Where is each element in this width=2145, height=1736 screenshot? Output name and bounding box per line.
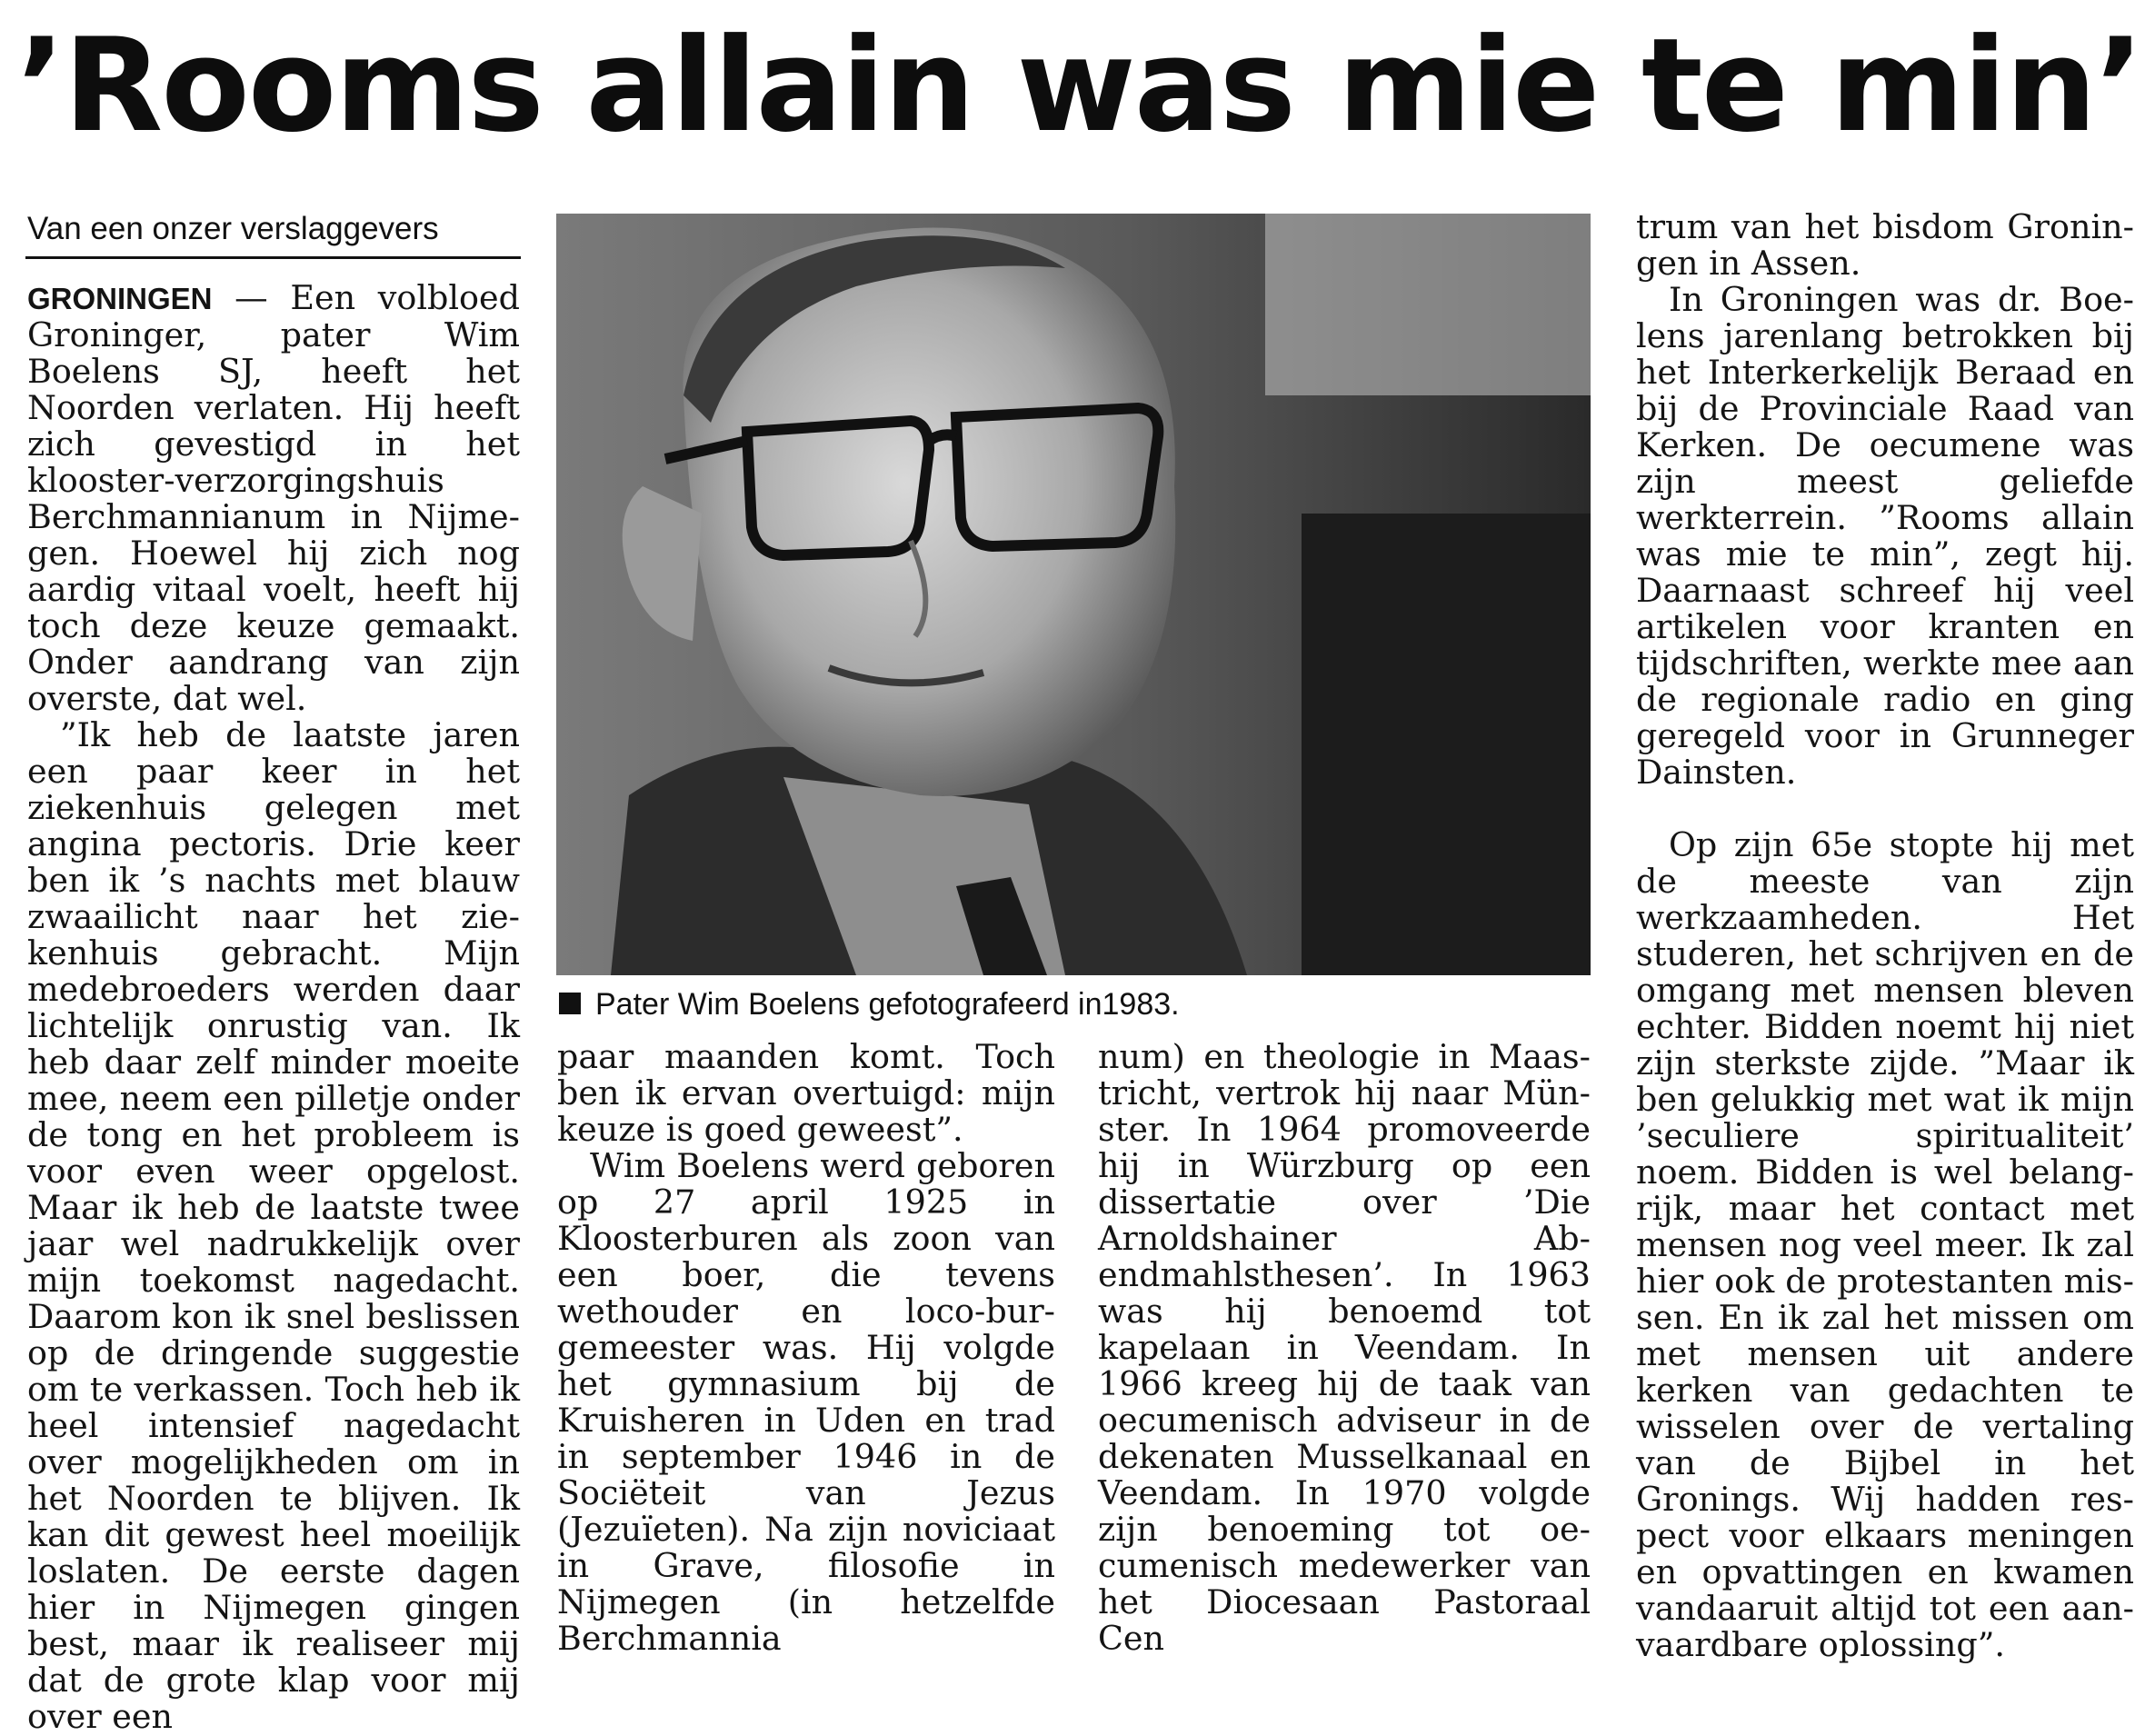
dateline: GRONINGEN [27,282,213,315]
article-column-3 [1098,1037,1591,1658]
lead-paragraph [27,280,520,717]
byline-rule [25,256,521,259]
article-column-1 [27,278,520,1736]
byline: Van een onzer verslaggevers [27,211,439,246]
portrait-illustration [556,214,1591,975]
photo-caption [559,984,1591,1024]
paragraph: ”Ik heb de laatste jaren een paar keer in het ziekenhuis gelegen met angina pectoris. Drie keer ben ik ’s nachts met blauw zwaailicht naar het ziekenhuis gebracht. Mijn medebroeders werden daar lichtelijk onrustig van. Ik heb daar zelf minder moeite mee, neem een pilletje onder de tong en het probleem is voor even weer opgelost. Maar ik heb de laatste twee jaar wel nadrukkelijk over mijn toekomst nagedacht. Daarom kon ik snel beslissen op de dringende suggestie om te verkassen. Toch heb ik heel intensief nagedacht over mogelijkheden om in het Noorden te blijven. Ik kan dit gewest heel moeilijk loslaten. De eerste dagen hier in Nijmegen gingen best, maar ik realiseer mij dat de grote klap voor mij over een [27,715,520,1736]
headline: ’Rooms allain was mie te min’ [16,11,2143,161]
article-column-2 [557,1037,1055,1658]
paragraph: num) en theologie in Maastricht, vertrok hij naar Münster. In 1964 promoveerde hij in Würzburg op een dissertatie over ’Die Arnoldshainer Abendmahlsthesen’. In 1963 was hij benoemd tot kapelaan in Veendam. In 1966 kreeg hij de taak van oecumenisch adviseur in de dekenaten Musselkanaal en Veendam. In 1970 volgde zijn benoeming tot oecumenisch medewerker van het Diocesaan Pastoraal Cen [1098,1037,1591,1658]
lead-text: — Een volbloed Groninger, pater Wim Boelens SJ, heeft het Noorden verlaten. Hij heeft zich gevestigd in het klooster-verzorgingshuis Berchmannianum in Nijmegen. Hoewel hij zich nog aardig vitaal voelt, heeft hij toch deze keuze gemaakt. Onder aandrang van zijn overste, dat wel. [27,278,520,718]
article-column-4 [1636,207,2134,1664]
paragraph: Op zijn 65e stopte hij met de meeste van zijn werkzaamheden. Het studeren, het schrijven en de omgang met mensen bleven echter. Bidden noemt hij niet zijn sterkste zijde. ”Maar ik ben gelukkig met wat ik mijn ’seculiere spiritualiteit’ noem. Bidden is wel belangrijk, maar het contact met mensen nog veel meer. Ik zal hier ook de protestanten missen. En ik zal het missen om met mensen uit andere kerken van gedachten te wisselen over de vertaling van de Bijbel in het Gronings. Wij hadden respect voor elkaars meningen en opvattingen en kwamen vandaaruit altijd tot een aanvaardbare oplossing”. [1636,825,2134,1664]
paragraph: trum van het bisdom Groningen in Assen. [1636,207,2134,283]
photo-caption-text: Pater Wim Boelens gefotografeerd in1983. [595,987,1180,1022]
paragraph: In Groningen was dr. Boelens jarenlang betrokken bij het Interkerkelijk Beraad en bij de Provinciale Raad van Kerken. De oecumene was zijn meest geliefde werkterrein. ”Rooms allain was mie te min”, zegt hij. Daarnaast schreef hij veel artikelen voor kranten en tijdschriften, werkte mee aan de regionale radio en ging geregeld voor in Grunneger Dainsten. [1636,280,2134,792]
caption-bullet-icon [559,993,581,1014]
portrait-photo [556,214,1591,975]
paragraph: paar maanden komt. Toch ben ik ervan overtuigd: mijn keuze is goed geweest”. [557,1037,1055,1149]
paragraph: Wim Boelens werd geboren op 27 april 1925 in Kloosterburen als zoon van een boer, die tevens wethouder en loco-burgemeester was. Hij volgde het gymnasium bij de Kruisheren in Uden en trad in september 1946 in de Sociëteit van Jezus (Jezuïeten). Na zijn noviciaat in Grave, filosofie in Nijmegen (in hetzelfde Berchmannia [557,1146,1055,1658]
